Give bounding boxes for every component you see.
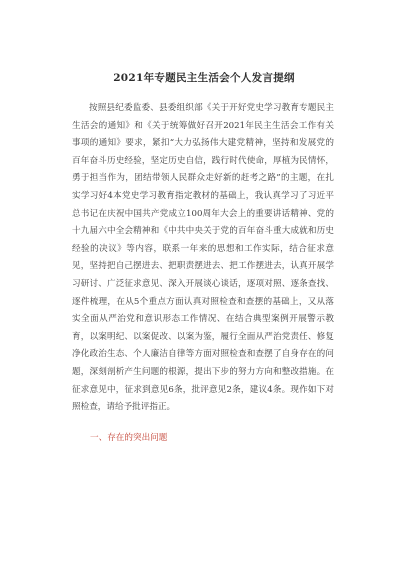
document-title: 2021年专题民主生活会个人发言提纲 <box>113 72 295 84</box>
intro-paragraph: 按照县纪委监委、县委组织部《关于开好党史学习教育专题民主生活会的通知》和《关于统筹做好召开2021年民主生活会工作有关事项的通知》要求，紧扣“大力弘扬伟大建党精神，坚持和发展党的百年奋斗历史经验，坚定历史自信，践行时代使命，厚植为民情怀，勇于担当作为，团结带领人民群众走好新的赶考之路”的主题，在扎实学习好4本党史学习教育指定教材的基础上，我认真学习了习近平总书记在庆祝中国共产党成立100周年大会上的重要讲话精神、党的十九届六中全会精神和《中共中央关于党的百年奋斗重大成就和历史经验的决议》等内容，联系一年来的思想和工作实际，结合征求意见，坚持把自己摆进去、把职责摆进去、把工作摆进去，认真开展学习研讨、广泛征求意见、深入开展谈心谈话，逐项对照、逐条查找、逐件梳理，在从5个重点方面认真对照检查和查摆的基础上，又从落实全面从严治党和意识形态工作情况、在结合典型案例开展警示教育，以案明纪、以案促改、以案为鉴，履行全面从严治党责任、修复净化政治生态、个人廉洁自律等方面对照检查和查摆了自身存在的问题，深刻剖析产生问题的根源，提出下步的努力方向和整改措施。在征求意见中，征求到意见6条，批评意见2条，建议4条。现作如下对照检查，请给予批评指正。 <box>72 103 334 413</box>
section-heading: 一、存在的突出问题 <box>90 433 168 443</box>
